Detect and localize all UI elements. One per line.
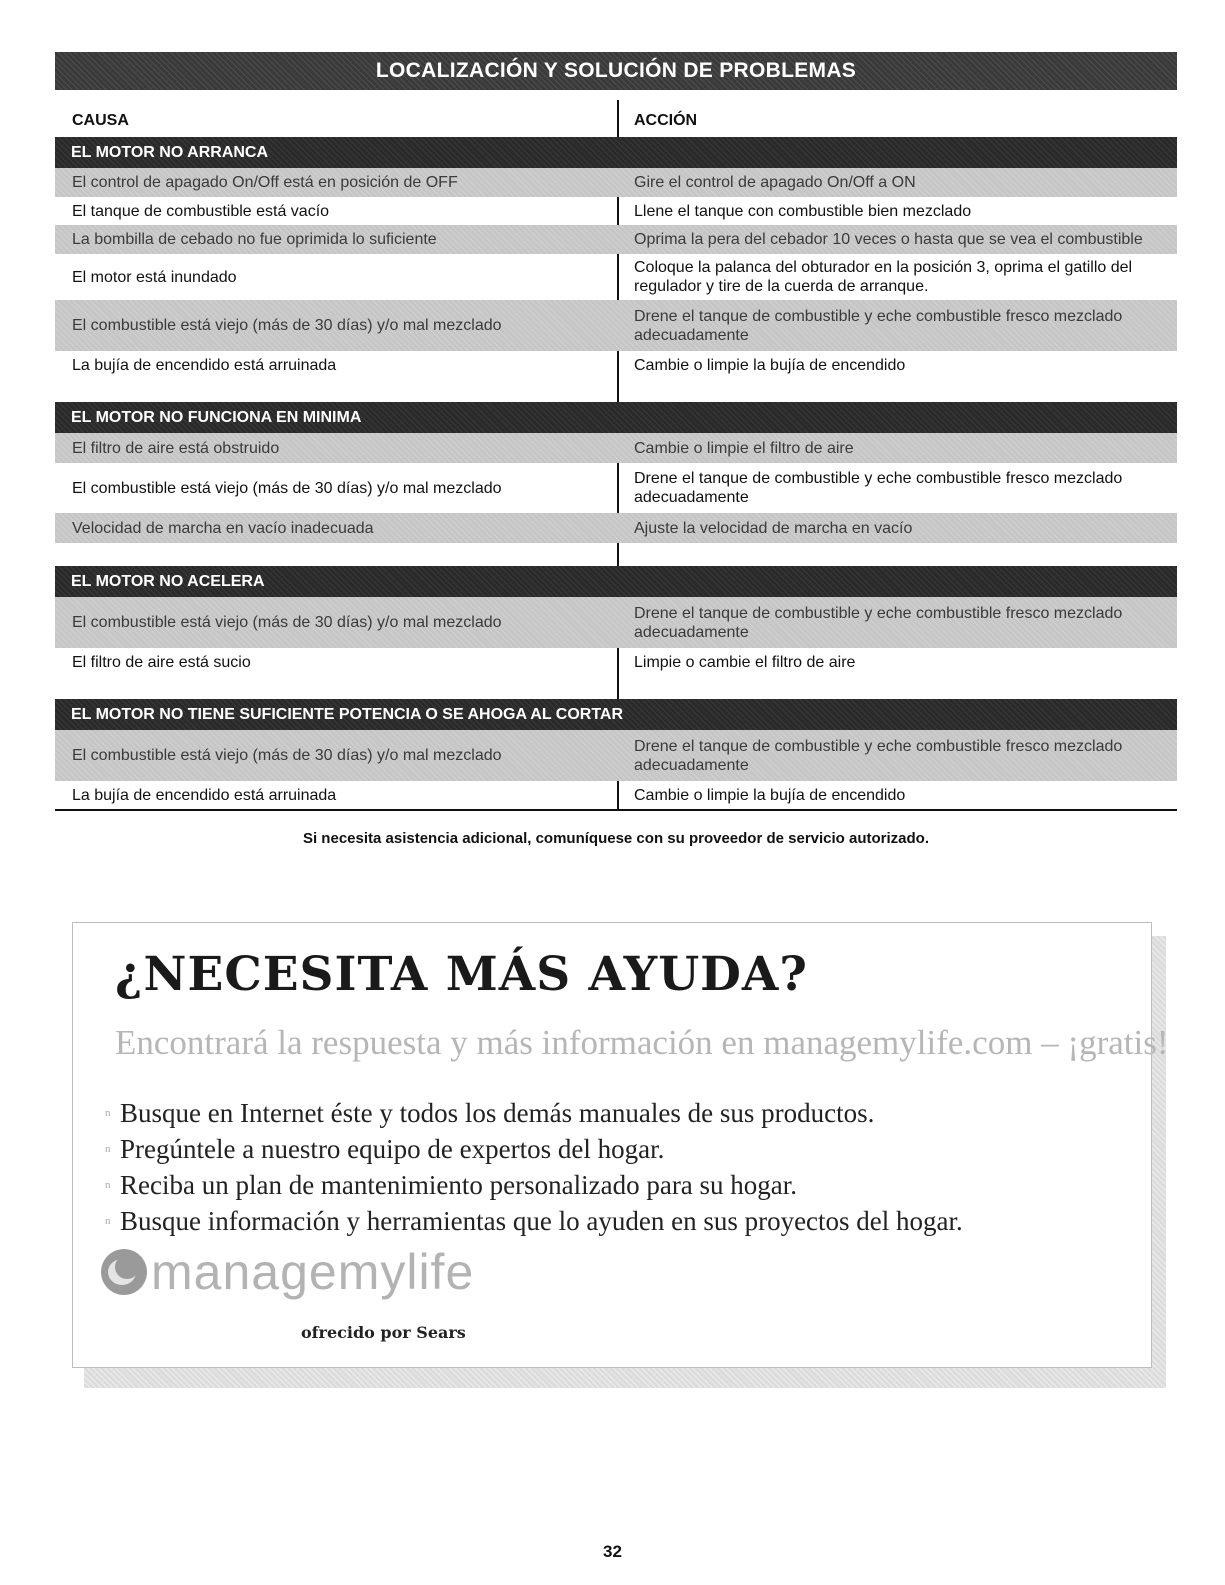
- action-cell: Gire el control de apagado On/Off a ON: [634, 174, 916, 191]
- table-row: [55, 433, 1177, 463]
- offered-by: ofrecido por Sears: [301, 1323, 466, 1342]
- logo-text: managemylife: [151, 1244, 475, 1300]
- action-cell: Drene el tanque de combustible y eche combustible fresco mezclado adecuadamente: [634, 307, 1123, 344]
- bullet-icon: n: [105, 1179, 111, 1191]
- cause-cell: El combustible está viejo (más de 30 días) y/o mal mezclado: [72, 479, 502, 497]
- section-header-no-potencia: [55, 699, 1177, 730]
- action-cell: Cambie o limpie la bujía de encendido: [634, 356, 906, 374]
- cause-cell: Velocidad de marcha en vacío inadecuada: [72, 519, 374, 537]
- column-header-action: ACCIÓN: [634, 112, 698, 129]
- section-header-no-funciona-minima: [55, 402, 1177, 433]
- list-item: [105, 1131, 963, 1167]
- table-row: [55, 300, 1177, 351]
- table-row: [55, 197, 1177, 225]
- bullet-icon: n: [105, 1215, 111, 1227]
- section-title: EL MOTOR NO TIENE SUFICIENTE POTENCIA O SE AHOGA AL CORTAR: [71, 706, 624, 723]
- section-title: EL MOTOR NO FUNCIONA EN MINIMA: [71, 409, 362, 426]
- bullet-text: Busque información y herramientas que lo ayuden en sus proyectos del hogar.: [120, 1206, 963, 1236]
- cause-cell: El filtro de aire está sucio: [72, 653, 251, 671]
- table-row: [55, 463, 1177, 513]
- assistance-note: Si necesita asistencia adicional, comuníquese con su proveedor de servicio autorizado.: [302, 830, 930, 847]
- bullet-text: Pregúntele a nuestro equipo de expertos del hogar.: [120, 1134, 665, 1164]
- cause-cell: La bujía de encendido está arruinada: [72, 786, 337, 804]
- logo-swirl-icon: [101, 1249, 147, 1295]
- table-bottom-rule: [55, 809, 1177, 811]
- section-title: EL MOTOR NO ACELERA: [71, 573, 265, 590]
- action-cell: Drene el tanque de combustible y eche combustible fresco mezclado adecuadamente: [634, 604, 1123, 641]
- action-cell: Limpie o cambie el filtro de aire: [634, 653, 856, 671]
- action-cell: Drene el tanque de combustible y eche combustible fresco mezclado adecuadamente: [634, 470, 1123, 506]
- page-number: 32: [603, 1542, 622, 1561]
- section-header-no-acelera: [55, 566, 1177, 597]
- column-header-cause: CAUSA: [72, 112, 129, 129]
- action-cell: Cambie o limpie la bujía de encendido: [634, 786, 906, 804]
- help-subtitle: Encontrará la respuesta y más información en managemylife.com – ¡gratis!: [115, 1023, 1169, 1062]
- table-row: [55, 648, 1177, 676]
- table-row: [55, 168, 1177, 197]
- action-cell: Cambie o limpie el filtro de aire: [634, 439, 854, 457]
- cause-cell: El motor está inundado: [72, 268, 237, 286]
- cause-cell: El combustible está viejo (más de 30 días) y/o mal mezclado: [72, 317, 502, 334]
- table-row: [55, 225, 1177, 254]
- bullet-icon: n: [105, 1107, 111, 1119]
- section-title: EL MOTOR NO ARRANCA: [71, 144, 269, 161]
- action-cell: Ajuste la velocidad de marcha en vacío: [634, 519, 913, 537]
- list-item: [105, 1203, 963, 1239]
- table-row: [55, 254, 1177, 300]
- cause-cell: El combustible está viejo (más de 30 días) y/o mal mezclado: [72, 614, 502, 631]
- help-title: ¿NECESITA MÁS AYUDA?: [115, 947, 808, 1002]
- list-item: [105, 1167, 963, 1203]
- list-item: [105, 1095, 963, 1131]
- table-row: [55, 351, 1177, 379]
- help-box: [72, 922, 1169, 1368]
- cause-cell: La bujía de encendido está arruinada: [72, 356, 337, 374]
- page-header-banner: LOCALIZACIÓN Y SOLUCIÓN DE PROBLEMAS: [55, 52, 1177, 90]
- table-row: [55, 781, 1177, 809]
- bullet-text: Reciba un plan de mantenimiento personalizado para su hogar.: [120, 1170, 798, 1200]
- table-row: [55, 513, 1177, 543]
- action-cell: Oprima la pera del cebador 10 veces o hasta que se vea el combustible: [634, 231, 1143, 248]
- table-row: [55, 730, 1177, 781]
- cause-cell: El combustible está viejo (más de 30 días) y/o mal mezclado: [72, 747, 502, 764]
- section-header-no-arranca: [55, 137, 1177, 168]
- bullet-icon: n: [105, 1143, 111, 1155]
- action-cell: Drene el tanque de combustible y eche combustible fresco mezclado adecuadamente: [634, 737, 1123, 774]
- cause-cell: El tanque de combustible está vacío: [72, 202, 330, 220]
- action-cell: Coloque la palanca del obturador en la posición 3, oprima el gatillo del regulador y tire de la cuerda de arranque.: [634, 259, 1133, 295]
- cause-cell: El control de apagado On/Off está en posición de OFF: [72, 174, 458, 191]
- help-bullet-list: [105, 1095, 963, 1239]
- action-cell: Llene el tanque con combustible bien mezclado: [634, 202, 972, 220]
- cause-cell: El filtro de aire está obstruido: [72, 439, 280, 457]
- bullet-text: Busque en Internet éste y todos los demás manuales de sus productos.: [120, 1098, 875, 1128]
- table-row: [55, 597, 1177, 648]
- managemylife-logo: [101, 1245, 474, 1299]
- cause-cell: La bombilla de cebado no fue oprimida lo suficiente: [72, 231, 437, 248]
